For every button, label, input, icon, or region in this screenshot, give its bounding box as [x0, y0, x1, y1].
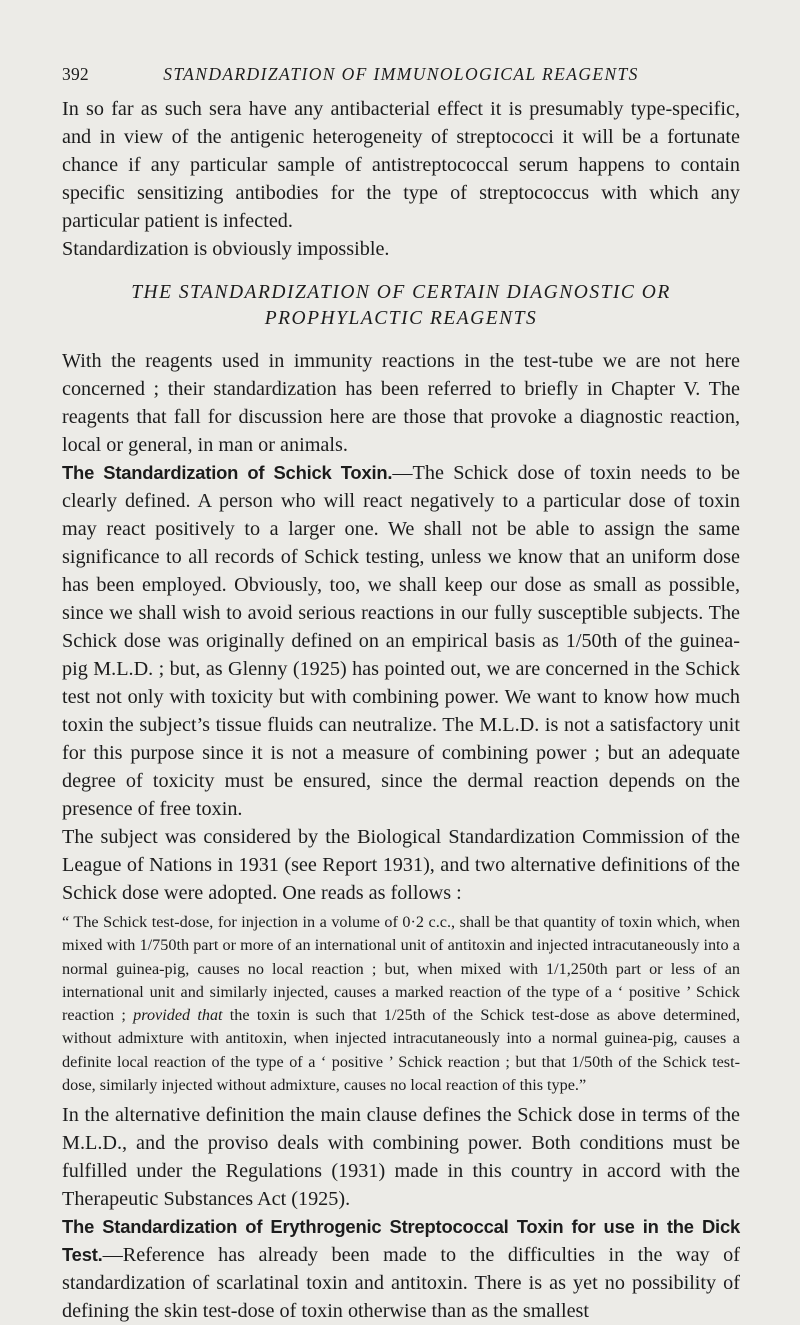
quote-text-part-2: the toxin is such that 1/25th of the Schick test-dose as above determined, without admixture with antitoxin, when injected intracutaneously into a normal guinea-pig, causes a definite local reaction of the type of a ‘ positive ’ Schick reaction ; but that 1/50th of the Schick test-dose, similarly injected without admixture, causes no local reaction of this type.”	[62, 1006, 740, 1095]
body-text	[62, 95, 740, 1325]
paragraph-dick-test	[62, 1213, 740, 1325]
paragraph-standardization-impossible: Standardization is obviously impossible.	[62, 238, 390, 260]
section-heading: THE STANDARDIZATION OF CERTAIN DIAGNOSTIC OR PROPHYLACTIC REAGENTS	[131, 282, 671, 329]
paragraph-schick-toxin	[62, 459, 740, 823]
block-quote-schick-definition	[62, 911, 740, 1097]
paragraph-dick-test-text: —Reference has already been made to the difficulties in the way of standardization of scarlatinal toxin and antitoxin. There is as yet no possibility of defining the skin test-dose of toxin otherwise than as the smallest	[62, 1244, 740, 1323]
paragraph-league-of-nations: The subject was considered by the Biological Standardization Commission of the League of Nations in 1931 (see Report 1931), and two alternative definitions of the Schick dose were adopted. One reads as follows :	[62, 826, 740, 904]
paragraph-test-tube-reagents: With the reagents used in immunity reactions in the test-tube we are not here concerned ; their standardization has been referred to briefly in Chapter V. The reagents that fall for discussion here are those that provoke a diagnostic reaction, local or general, in man or animals.	[62, 350, 740, 456]
page-number: 392	[62, 64, 89, 84]
run-in-heading-dick-test: The Standardization of Erythrogenic Streptococcal Toxin for use in the Dick Test.	[62, 1216, 740, 1266]
quote-text-part-1: “ The Schick test-dose, for injection in a volume of 0·2 c.c., shall be that quantity of toxin which, when mixed with 1/750th part or more of an international unit of antitoxin and injected intracutaneously into a normal guinea-pig, causes no local reaction ; but, when mixed with 1/1,250th part or less of an international unit and similarly injected, causes a marked reaction of the type of a ‘ positive ’ Schick reaction ;	[62, 913, 740, 1025]
quote-italic-proviso: provided that	[133, 1006, 223, 1025]
paragraph-schick-toxin-text: —The Schick dose of toxin needs to be clearly defined. A person who will react negatively to a particular dose of toxin may react positively to a larger one. We shall not be able to assign the same significance to all records of Schick testing, unless we know that an uniform dose has been employed. Obviously, too, we shall keep our dose as small as possible, since we shall wish to avoid serious reactions in our fully susceptible subjects. The Schick dose was originally defined on an empirical basis as 1/50th of the guinea-pig M.L.D. ; but, as Glenny (1925) has pointed out, we are concerned in the Schick test not only with toxicity but with combining power. We want to know how much toxin the subject’s tissue fluids can neutralize. The M.L.D. is not a satisfactory unit for this purpose since it is not a measure of combining power ; but an adequate degree of toxicity must be ensured, since the dermal reaction depends on the presence of free toxin.	[62, 462, 740, 820]
running-head	[62, 64, 740, 88]
paragraph-alternative-definition: In the alternative definition the main clause defines the Schick dose in terms of the M.L.D., and the proviso deals with combining power. Both conditions must be fulfilled under the Regulations (1931) made in this country in accord with the Therapeutic Substances Act (1925).	[62, 1104, 740, 1211]
run-in-heading-schick-toxin: The Standardization of Schick Toxin.	[62, 462, 393, 483]
paragraph-antistreptococcal-serum: In so far as such sera have any antibacterial effect it is presumably type-specific, and in view of the antigenic heterogeneity of streptococci it will be a fortunate chance if any particular sample of antistreptococcal serum happens to contain specific sensitizing antibodies for the type of streptococcus with which any particular patient is infected.	[62, 98, 740, 232]
running-title: STANDARDIZATION OF IMMUNOLOGICAL REAGENTS	[163, 64, 639, 84]
